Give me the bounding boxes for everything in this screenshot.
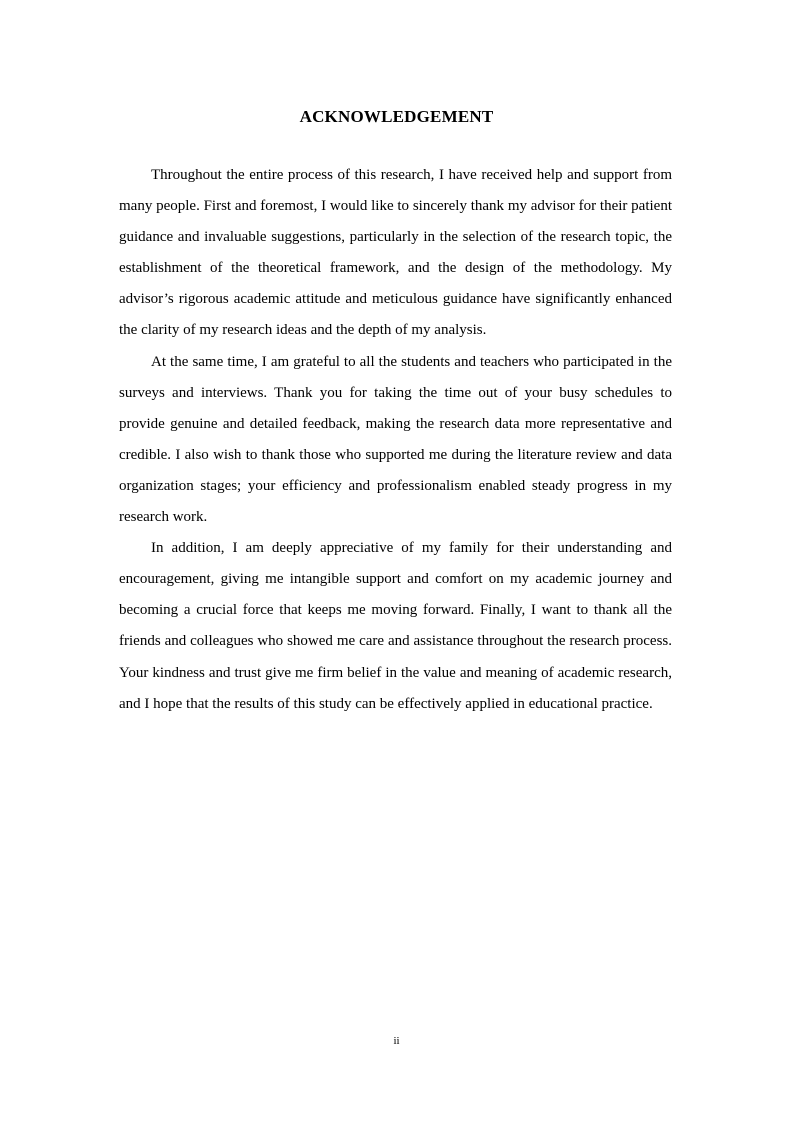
acknowledgement-body [119,160,672,720]
paragraph-2: At the same time, I am grateful to all the students and teachers who participated in the surveys and interviews. Thank you for taking the time out of your busy schedules to provide genuine and detailed feedback, making the research data more representative and credible. I also wish to thank those who supported me during the literature review and data organization stages; your efficiency and professionalism enabled steady progress in my research work. [119,353,672,526]
page-title: ACKNOWLEDGEMENT [299,107,494,126]
paragraph-1: Throughout the entire process of this research, I have received help and support from many people. First and foremost, I would like to sincerely thank my advisor for their patient guidance and invaluable suggestions, particularly in the selection of the research topic, the establishment of the theoretical framework, and the design of the methodology. My advisor’s rigorous academic attitude and meticulous guidance have significantly enhanced the clarity of my research ideas and the depth of my analysis. [119,167,672,339]
paragraph-3: In addition, I am deeply appreciative of my family for their understanding and encouragement, giving me intangible support and comfort on my academic journey and becoming a crucial force that keeps me moving forward. Finally, I want to thank all the friends and colleagues who showed me care and assistance throughout the research process. Your kindness and trust give me firm belief in the value and meaning of academic research, and I hope that the results of this study can be effectively applied in educational practice. [119,540,672,712]
page-number: ii [393,1035,400,1047]
